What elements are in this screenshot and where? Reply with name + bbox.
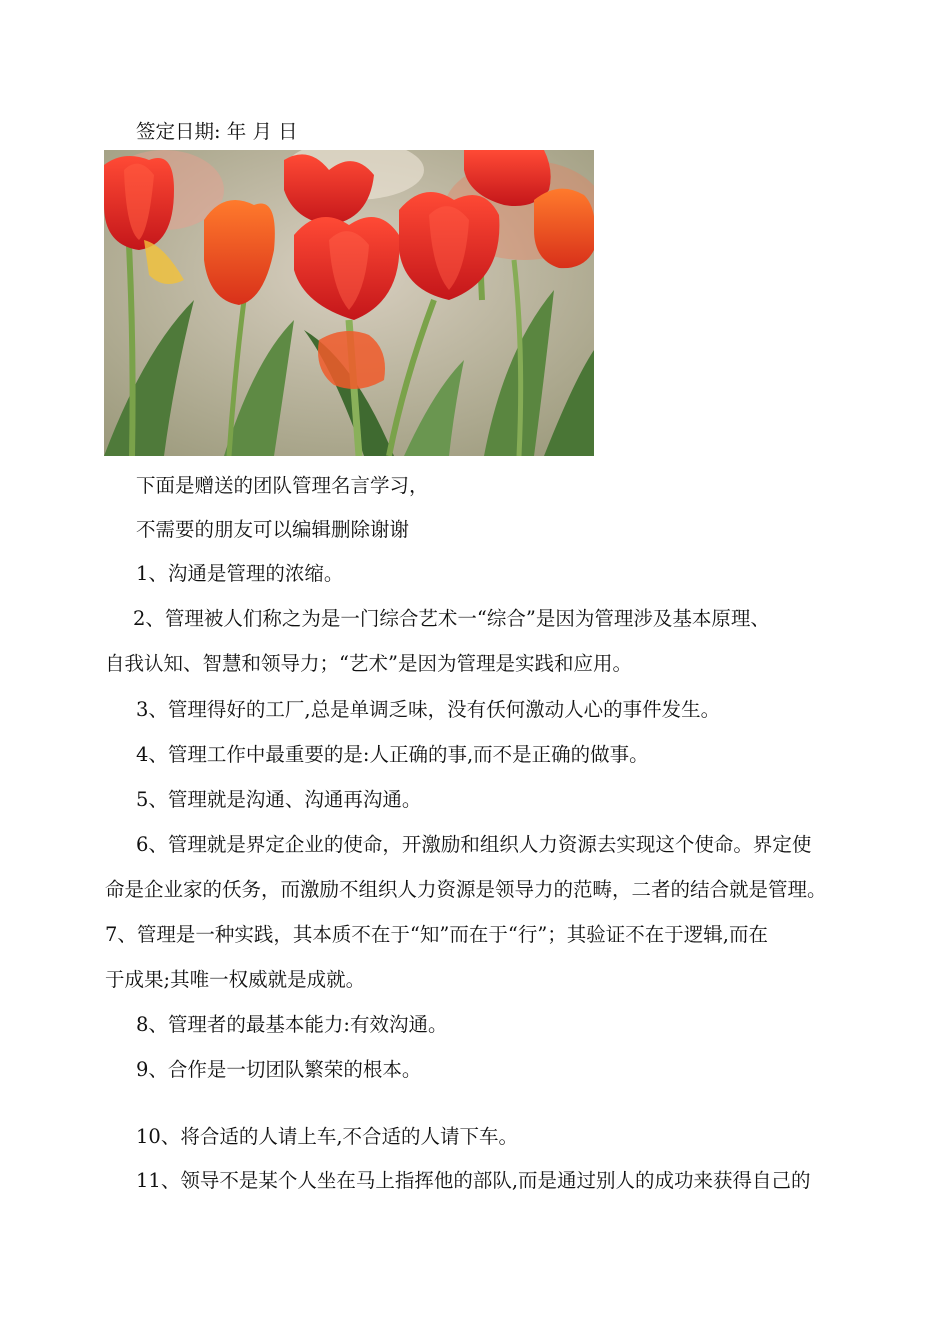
quote-2-line-1: 2、管理被人们称之为是一门综合艺术一“综合”是因为管理涉及基本原理、 — [133, 607, 770, 630]
quote-1: 1、沟通是管理的浓缩。 — [136, 562, 344, 585]
quote-6-line-2: 命是企业家的仸务，而激励不组织人力资源是领导力的范畴，二者的结合就是管理。 — [105, 878, 827, 901]
sign-date: 签定日期: 年 月 日 — [136, 120, 298, 143]
quote-7-line-1: 7、管理是一种实践，其本质不在于“知”而在于“行”；其验证不在于逻辑,而在 — [105, 923, 768, 946]
quote-7-line-2: 于成果;其唯一权威就是成就。 — [105, 968, 366, 991]
quote-10: 10、将合适的人请上车,不合适的人请下车。 — [136, 1125, 519, 1148]
tulip-photo — [104, 150, 594, 456]
quote-5: 5、管理就是沟通、沟通再沟通。 — [136, 788, 422, 811]
intro-line-1: 下面是赠送的团队管理名言学习， — [136, 474, 429, 497]
quote-9: 9、合作是一切团队繁荣的根本。 — [136, 1058, 422, 1081]
quote-11: 11、领导不是某个人坐在马上指挥他的部队,而是通过别人的成功来获得自己的 — [136, 1169, 811, 1192]
quote-8: 8、管理者的最基本能力:有效沟通。 — [136, 1013, 448, 1036]
intro-line-2: 不需要的朋友可以编辑删除谢谢 — [136, 518, 410, 541]
quote-3: 3、管理得好的工厂,总是单调乏味，没有仸何激动人心的事件发生。 — [136, 698, 721, 721]
quote-6-line-1: 6、管理就是界定企业的使命，开激励和组织人力资源去实现这个使命。界定使 — [136, 833, 812, 856]
quote-2-line-2: 自我认知、智慧和领导力；“艺术”是因为管理是实践和应用。 — [105, 652, 632, 675]
tulip-illustration — [104, 150, 594, 456]
quote-4: 4、管理工作中最重要的是:人正确的事,而不是正确的做事。 — [136, 743, 649, 766]
